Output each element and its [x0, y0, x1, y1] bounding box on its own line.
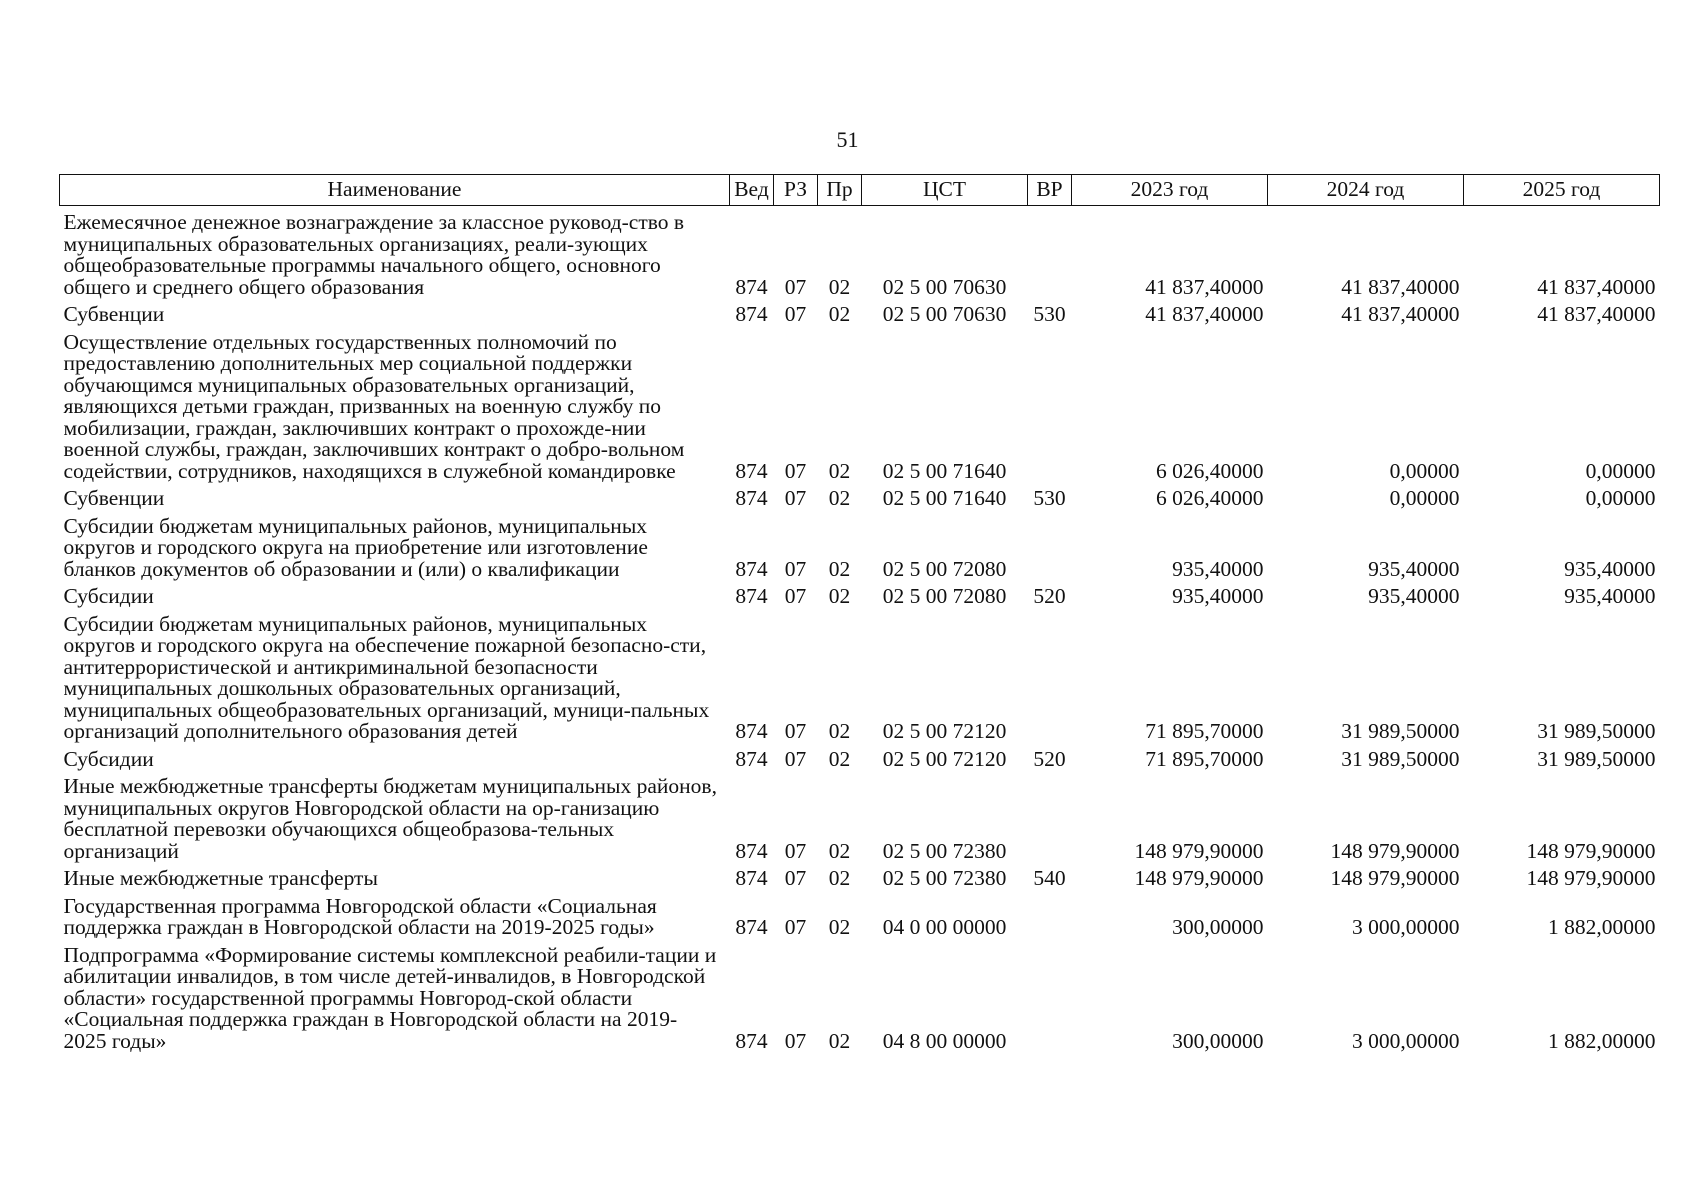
cell-2025: 31 989,50000	[1537, 746, 1656, 771]
table-row	[60, 865, 1660, 893]
table-body	[60, 206, 1660, 1056]
table-row	[60, 773, 1660, 865]
cell-rz: 07	[784, 915, 807, 939]
cell-cst: 04 8 00 00000	[882, 1028, 1007, 1053]
table-row	[60, 611, 1660, 746]
cell-rz: 07	[784, 302, 807, 326]
cell-2023: 41 837,40000	[1145, 274, 1264, 299]
cell-vr	[1028, 611, 1072, 746]
cell-pr: 02	[828, 486, 851, 510]
cell-2025: 41 837,40000	[1537, 274, 1656, 299]
cell-rz: 07	[784, 746, 807, 771]
page-number: 51	[836, 127, 859, 152]
cell-cst: 02 5 00 72080	[882, 556, 1007, 581]
cell-2025: 1 882,00000	[1548, 915, 1656, 939]
cell-2023: 6 026,40000	[1156, 458, 1264, 483]
cell-rz: 07	[784, 838, 807, 863]
cell-name: Субвенции	[63, 486, 165, 510]
cell-ved: 874	[735, 302, 768, 326]
cell-ved: 874	[735, 584, 768, 608]
cell-vr	[1028, 329, 1072, 486]
cell-2025: 148 979,90000	[1526, 866, 1656, 890]
cell-2024: 31 989,50000	[1341, 746, 1460, 771]
cell-pr: 02	[828, 719, 851, 743]
cell-vr: 540	[1033, 866, 1066, 890]
cell-2024: 935,40000	[1368, 584, 1460, 608]
cell-vr	[1028, 773, 1072, 865]
cell-name: Субвенции	[63, 302, 165, 326]
cell-name: Осуществление отдельных государственных полномочий по предоставлению дополнительных мер социальной поддержки обучающимся муниципальных образовательных организаций, являющихся детьми граждан, призванных на военную службу по мобилизации, граждан, заключивших контракт о прохожде-нии военной службы, граждан, заключивших контракт о добро-вольном содействии, сотрудников, находящихся в служебной командировке	[63, 329, 685, 483]
cell-2024: 41 837,40000	[1341, 302, 1460, 326]
cell-rz: 07	[784, 719, 807, 743]
cell-name: Субсидии бюджетам муниципальных районов, муниципальных округов и городского округа на приобретение или изготовление бланков документов об образовании и (или) о квалификации	[63, 513, 648, 581]
cell-2023: 935,40000	[1172, 556, 1264, 581]
cell-2024: 3 000,00000	[1352, 1028, 1460, 1053]
header-row	[60, 175, 1660, 206]
column-header-2023: 2023 год	[1072, 175, 1268, 206]
cell-2024: 148 979,90000	[1330, 866, 1460, 890]
cell-vr: 520	[1033, 746, 1066, 771]
table-row	[60, 746, 1660, 774]
column-header-2024: 2024 год	[1268, 175, 1464, 206]
table-row	[60, 583, 1660, 611]
cell-name: Субсидии	[63, 584, 154, 608]
cell-ved: 874	[735, 838, 768, 863]
cell-name: Иные межбюджетные трансферты	[63, 866, 378, 890]
cell-vr	[1028, 893, 1072, 942]
cell-2025: 41 837,40000	[1537, 302, 1656, 326]
table-row	[60, 893, 1660, 942]
cell-cst: 02 5 00 70630	[882, 302, 1007, 326]
cell-2025: 0,00000	[1585, 486, 1656, 510]
cell-ved: 874	[735, 274, 768, 299]
cell-2023: 71 895,70000	[1145, 746, 1264, 771]
cell-name: Ежемесячное денежное вознаграждение за классное руковод-ство в муниципальных образовательных организациях, реали-зующих общеобразовательные программы начального общего, основного общего и среднего общего образования	[63, 210, 685, 299]
cell-2023: 935,40000	[1172, 584, 1264, 608]
cell-pr: 02	[828, 584, 851, 608]
cell-vr: 530	[1033, 486, 1066, 510]
table-row	[60, 301, 1660, 329]
cell-ved: 874	[735, 458, 768, 483]
cell-rz: 07	[784, 486, 807, 510]
cell-ved: 874	[735, 915, 768, 939]
column-header-vr: ВР	[1028, 175, 1072, 206]
cell-cst: 02 5 00 72080	[882, 584, 1007, 608]
column-header-name: Наименование	[60, 175, 730, 206]
cell-pr: 02	[828, 274, 851, 299]
cell-vr: 530	[1033, 302, 1066, 326]
cell-pr: 02	[828, 838, 851, 863]
cell-pr: 02	[828, 1028, 851, 1053]
column-header-pr: Пр	[818, 175, 862, 206]
cell-name: Субсидии	[63, 746, 154, 771]
cell-pr: 02	[828, 556, 851, 581]
cell-vr	[1028, 206, 1072, 302]
cell-name: Подпрограмма «Формирование системы комплексной реабили-тации и абилитации инвалидов, в том числе детей-инвалидов, в Новгородской области» государственной программы Новгород-ской области «Социальная поддержка граждан в Новгородской области на 2019-2025 годы»	[63, 942, 717, 1053]
table-row	[60, 942, 1660, 1056]
table-row	[60, 513, 1660, 584]
cell-pr: 02	[828, 746, 851, 771]
table-row	[60, 329, 1660, 486]
cell-2025: 1 882,00000	[1548, 1028, 1656, 1053]
cell-rz: 07	[784, 556, 807, 581]
cell-2023: 71 895,70000	[1145, 719, 1264, 743]
cell-name: Субсидии бюджетам муниципальных районов, муниципальных округов и городского округа на обеспечение пожарной безопасно-сти, антитеррористической и антикриминальной безопасности муниципальных дошкольных образовательных организаций, муниципальных общеобразовательных организаций, муници-пальных организаций дополнительного образования детей	[63, 611, 710, 743]
cell-2023: 148 979,90000	[1134, 866, 1264, 890]
cell-cst: 02 5 00 72380	[882, 866, 1007, 890]
cell-rz: 07	[784, 274, 807, 299]
cell-ved: 874	[735, 556, 768, 581]
cell-2025: 31 989,50000	[1537, 719, 1656, 743]
cell-2024: 0,00000	[1389, 458, 1460, 483]
table-row	[60, 485, 1660, 513]
cell-2025: 0,00000	[1585, 458, 1656, 483]
cell-2023: 6 026,40000	[1156, 486, 1264, 510]
cell-ved: 874	[735, 719, 768, 743]
cell-cst: 02 5 00 72380	[882, 838, 1007, 863]
cell-2024: 0,00000	[1389, 486, 1460, 510]
cell-ved: 874	[735, 866, 768, 890]
cell-rz: 07	[784, 584, 807, 608]
cell-2024: 31 989,50000	[1341, 719, 1460, 743]
cell-pr: 02	[828, 915, 851, 939]
cell-cst: 02 5 00 71640	[882, 486, 1007, 510]
table-row	[60, 206, 1660, 302]
column-header-rz: РЗ	[774, 175, 818, 206]
cell-cst: 02 5 00 72120	[882, 719, 1007, 743]
cell-ved: 874	[735, 486, 768, 510]
column-header-cst: ЦСТ	[862, 175, 1028, 206]
cell-pr: 02	[828, 458, 851, 483]
cell-pr: 02	[828, 866, 851, 890]
cell-cst: 04 0 00 00000	[882, 915, 1007, 939]
cell-2023: 300,00000	[1172, 915, 1264, 939]
budget-table	[59, 174, 1660, 1055]
table-header	[60, 175, 1660, 206]
cell-rz: 07	[784, 866, 807, 890]
cell-name: Иные межбюджетные трансферты бюджетам муниципальных районов, муниципальных округов Новгородской области на ор-ганизацию бесплатной перевозки обучающихся общеобразова-тельных организаций	[63, 774, 717, 863]
cell-2024: 41 837,40000	[1341, 274, 1460, 299]
cell-2023: 300,00000	[1172, 1028, 1264, 1053]
cell-rz: 07	[784, 458, 807, 483]
column-header-2025: 2025 год	[1464, 175, 1660, 206]
cell-rz: 07	[784, 1028, 807, 1053]
cell-2023: 41 837,40000	[1145, 302, 1264, 326]
cell-vr	[1028, 513, 1072, 584]
column-header-ved: Вед	[730, 175, 774, 206]
cell-2024: 148 979,90000	[1330, 838, 1460, 863]
cell-2025: 935,40000	[1564, 584, 1656, 608]
cell-ved: 874	[735, 1028, 768, 1053]
cell-vr	[1028, 942, 1072, 1056]
cell-pr: 02	[828, 302, 851, 326]
cell-cst: 02 5 00 70630	[882, 274, 1007, 299]
cell-ved: 874	[735, 746, 768, 771]
cell-2023: 148 979,90000	[1134, 838, 1264, 863]
cell-2025: 935,40000	[1564, 556, 1656, 581]
cell-2024: 935,40000	[1368, 556, 1460, 581]
cell-vr: 520	[1033, 584, 1066, 608]
cell-2024: 3 000,00000	[1352, 915, 1460, 939]
cell-cst: 02 5 00 72120	[882, 746, 1007, 771]
cell-2025: 148 979,90000	[1526, 838, 1656, 863]
cell-name: Государственная программа Новгородской области «Социальная поддержка граждан в Новгородской области на 2019-2025 годы»	[63, 893, 657, 939]
cell-cst: 02 5 00 71640	[882, 458, 1007, 483]
